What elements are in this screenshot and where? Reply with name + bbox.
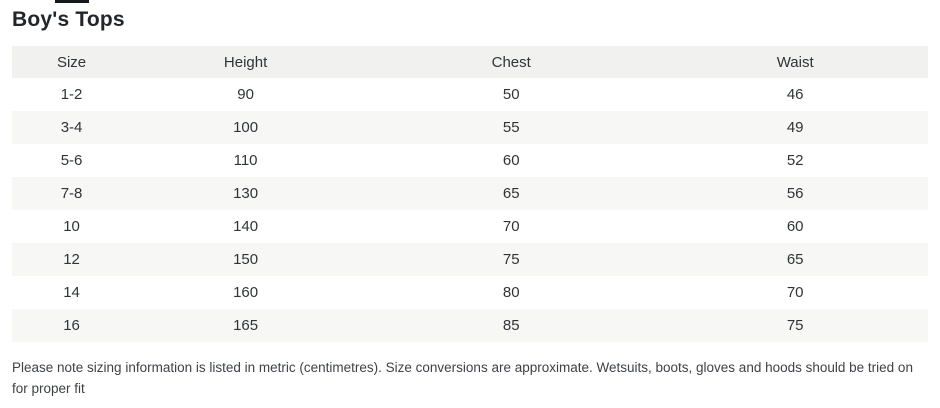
table-cell: 75 [502,251,520,268]
table-cell: 55 [502,119,520,136]
table-cell: 50 [502,86,520,103]
table-row [12,177,928,210]
table-cell: 150 [233,251,259,268]
table-cell: 60 [786,218,804,235]
column-header-waist: Waist [662,46,928,78]
table-row [12,210,928,243]
table-header-row [12,46,928,78]
sizing-note: Please note sizing information is listed in metric (centimetres). Size conversions are approximate. Wetsuits, boots, gloves and hoods should be tried on for proper fit [12,360,913,396]
top-edge-artifact [55,0,89,3]
table-row [12,243,928,276]
table-cell: 1-2 [60,86,83,103]
table-cell: 16 [63,317,80,334]
table-cell: 110 [233,152,258,169]
table-cell: 10 [63,218,80,235]
table-cell: 5-6 [60,152,83,169]
table-cell: 14 [63,284,80,301]
table-cell: 70 [502,218,520,235]
table-cell: 70 [786,284,804,301]
column-header-chest: Chest [360,46,662,78]
table-row [12,276,928,309]
table-row [12,78,928,111]
table-cell: 49 [786,119,804,136]
table-cell: 80 [502,284,520,301]
table-cell: 90 [237,86,254,103]
table-cell: 100 [233,119,259,136]
table-cell: 160 [233,284,259,301]
table-cell: 165 [233,317,259,334]
table-cell: 65 [502,185,520,202]
table-row [12,309,928,342]
size-chart-table [12,46,928,342]
table-cell: 12 [63,251,80,268]
table-cell: 140 [233,218,259,235]
table-cell: 60 [502,152,520,169]
table-cell: 130 [233,185,259,202]
table-row [12,144,928,177]
table-row [12,111,928,144]
table-cell: 46 [786,86,804,103]
page-title: Boy's Tops [12,8,125,31]
column-header-height: Height [131,46,360,78]
table-cell: 52 [786,152,804,169]
table-cell: 85 [502,317,520,334]
table-cell: 65 [786,251,804,268]
table-cell: 75 [786,317,804,334]
table-cell: 3-4 [60,119,83,136]
column-header-size: Size [12,46,131,78]
table-cell: 7-8 [60,185,83,202]
table-cell: 56 [786,185,804,202]
